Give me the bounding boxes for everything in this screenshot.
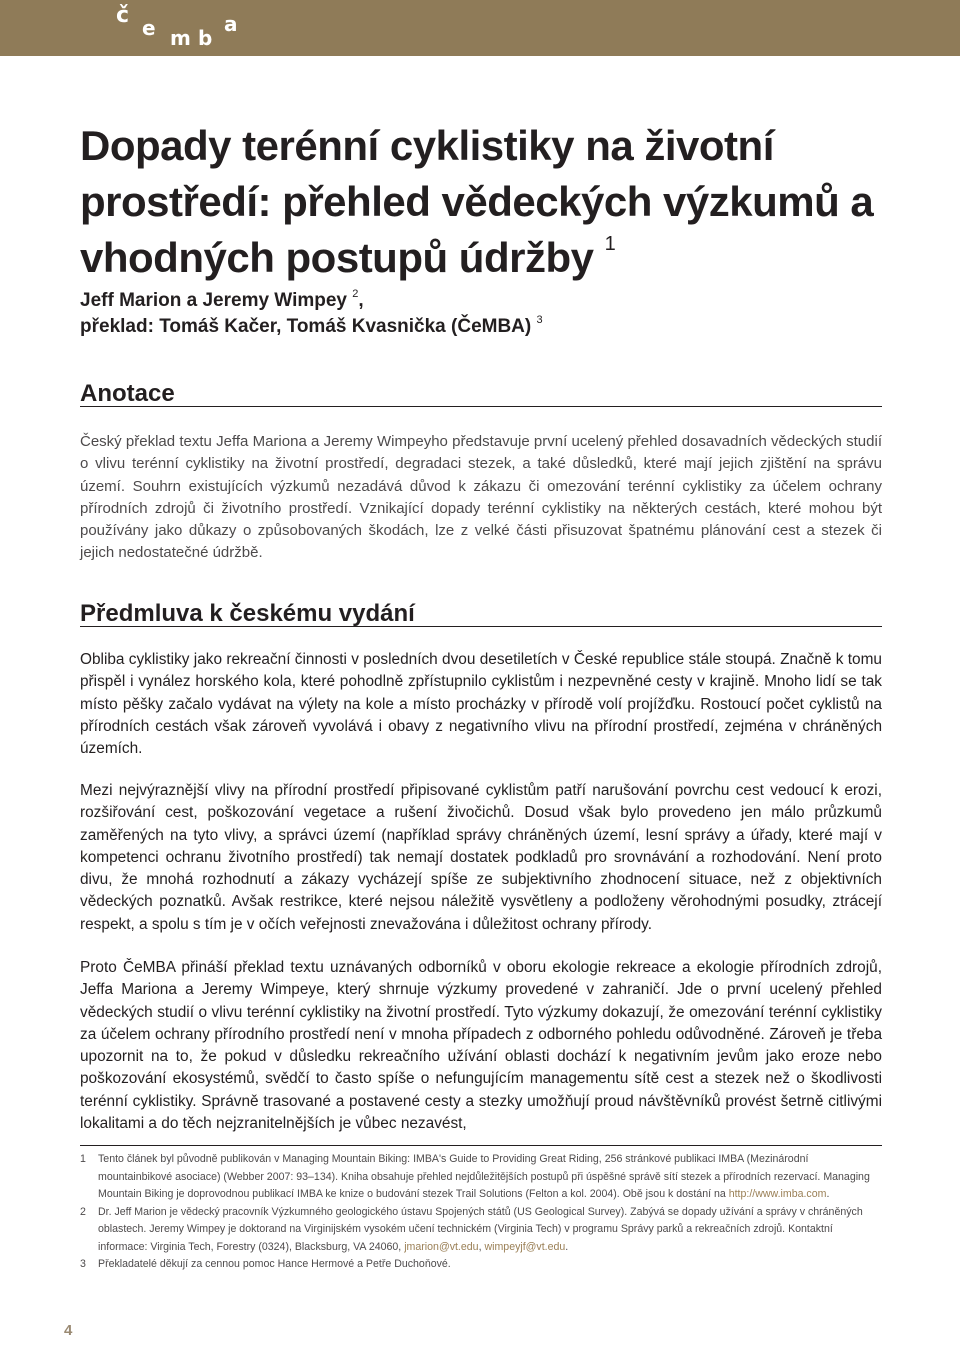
- title-text: Dopady terénní cyklistiky na životní prostředí: přehled vědeckých výzkumů a vhodných postupů údržby: [80, 122, 874, 281]
- logo-letter: č: [116, 3, 130, 28]
- footnote-number: 1: [80, 1153, 86, 1165]
- footnote-number: 2: [80, 1205, 86, 1218]
- author-footnote-ref[interactable]: 2: [352, 288, 359, 300]
- imba-link[interactable]: http://www.imba.com: [728, 1188, 827, 1200]
- translator-footnote-ref[interactable]: 3: [536, 314, 543, 326]
- footnote-text: [98, 1151, 882, 1204]
- footnote-divider: [80, 1145, 882, 1146]
- email-link-wimpey[interactable]: wimpeyjf@vt.edu: [484, 1240, 566, 1253]
- foreword-heading: Předmluva k českému vydání: [80, 600, 882, 627]
- page-number: 4: [64, 1322, 73, 1339]
- author-names: Jeff Marion a Jeremy Wimpey: [80, 290, 347, 311]
- footnote-separator: ,: [478, 1240, 482, 1253]
- footnote-number: 3: [80, 1258, 86, 1270]
- abstract-text: Český překlad textu Jeffa Mariona a Jeremy Wimpeyho představuje první ucelený přehled dosavadních vědeckých studií o vlivu terénní cyklistiky na životní prostředí, degradaci stezek, a také důsledků, které mají jejich zjištění na správu území. Souhrn existujících výzkumů nezadává důvod k zákazu či omezování terénní cyklistiky za účelem ochrany přírodních zdrojů či životního prostředí. Vznikající dopady terénní cyklistiky na některých cestách, které mohou být používány jako důkazy o způsobovaných škodách, lze z velké části přisuzovat špatnému plánování cest a stezek či jejich nedostatečné údržbě.: [80, 433, 882, 562]
- email-link-marion[interactable]: jmarion@vt.edu: [404, 1240, 479, 1253]
- abstract-heading: Anotace: [80, 380, 882, 407]
- footnote-body: Dr. Jeff Marion je vědecký pracovník Výzkumného geologického ústavu Spojených států (US Geological Survey). Zabývá se dopady užívání a správy v chráněných oblastech. Jeremy Wimpey je doktorand na Virginijském vysokém učení technickém (Virginia Tech) v programu Správy parků a rekreačních zdrojů. Kontaktní informace: Virginia Tech, Forestry (0324), Blacksburg, VA 24060,: [98, 1205, 863, 1253]
- article-title: [80, 118, 910, 286]
- footnote-body: Překladatelé děkují za cennou pomoc Hance Hermové a Petře Duchoňové.: [98, 1258, 451, 1270]
- cemba-logo[interactable]: [112, 2, 252, 52]
- footnote-end: .: [565, 1240, 569, 1253]
- logo-letter: e: [142, 16, 156, 40]
- header-band: [0, 0, 960, 56]
- footnote-body: Tento článek byl původně publikován v Managing Mountain Biking: IMBA's Guide to Providing Great Riding, 256 stránkové publikaci IMBA (Mezinárodní mountainbikové asociace) (Webber 2007: 93–134). Kniha obsahuje přehled nejdůležitějších postupů při úspěšné správě sítí stezek a přírodních rezervací. Managing Mountain Biking je doprovodnou publikací IMBA ke knize o budování stezek Trail Solutions (Felton a kol. 2004). Obě jsou k dostání na: [98, 1153, 870, 1200]
- foreword-paragraph: Mezi nejvýraznější vlivy na přírodní prostředí připisované cyklistům patří narušování povrchu cest vedoucí k erozi, rozšiřování cest, poškozování vegetace a rušení živočichů. Dosud však bylo provedeno jen málo průzkumů zaměřených na tyto vlivy, a správci území (například správy chráněných území, lesní správy a úřady, které mají v kompetenci ochranu životního prostředí) tak nemají dostatek podkladů pro srovnávání a rozhodování. Není proto divu, že mnohá rozhodnutí a zákazy vycházejí spíše ze subjektivního zhodnocení situace, než z objektivních vědeckých poznatků. Avšak restrikce, které nejsou náležitě vysvětleny a podloženy věrohodnými posudky, ztrácejí respekt, a spolu s tím je v očích veřejnosti znevažována i důležitost ochrany přírody.: [80, 782, 882, 933]
- logo-letter: b: [198, 26, 213, 50]
- footnote-end: .: [826, 1188, 830, 1200]
- author-separator: ,: [358, 290, 364, 311]
- authors-line: [80, 288, 900, 314]
- logo-letter: m: [170, 26, 191, 50]
- foreword-paragraph: Obliba cyklistiky jako rekreační činnosti v posledních dvou desetiletích v České republice stále stoupá. Značně k tomu přispěl i vynález horského kola, které pohodlně zpřístupnilo cyklistům i nezpevněné cesty v krajině. Mnoho lidí se tak místo pěšky začalo vydávat na výlety na kole a místo procházky v přírodě volí projížďku. Rostoucí počet cyklistů na přírodních cestách však zároveň vyvolává i obavy z negativního vlivu na přírodní prostředí, zejména v chráněných územích.: [80, 651, 882, 758]
- footnote-3: [80, 1256, 882, 1274]
- footnotes: [80, 1151, 882, 1274]
- authors: [80, 288, 900, 340]
- logo-letter: a: [224, 12, 238, 36]
- footnote-1: [80, 1151, 882, 1204]
- foreword-paragraph: Proto ČeMBA přináší překlad textu uznávaných odborníků v oboru ekologie rekreace a ekologie přírodních zdrojů, Jeffa Mariona a Jeremy Wimpeye, který shrnuje výzkumy provedené v zahraničí. Jde o první ucelený přehled vědeckých studií o vlivu terénní cyklistiky na životní prostředí. Tyto výzkumy dokazují, že omezování terénní cyklistiky za účelem ochrany přírodního prostředí není v mnoha případech z odborného pohledu odůvodněné. Zároveň je třeba upozornit na to, že pokud v důsledku rekreačního užívání oblasti dochází k negativním jevům jako eroze nebo poškozování ekosystémů, svědčí to často spíše o nefungujícím managementu sítě cest a stezek než o škodlivosti terénní cyklistiky. Správně trasované a postavené cesty a stezky umožňují proud návštěvníků provést šetrně citlivými lokalitami a do těch nejzranitelnějších je vůbec nezavést,: [80, 959, 882, 1133]
- title-footnote-ref[interactable]: 1: [604, 233, 616, 255]
- footnote-2: [80, 1204, 882, 1257]
- translators-line: [80, 314, 900, 340]
- translator-names: překlad: Tomáš Kačer, Tomáš Kvasnička (ČeMBA): [80, 316, 532, 337]
- footnote-text: [98, 1204, 882, 1257]
